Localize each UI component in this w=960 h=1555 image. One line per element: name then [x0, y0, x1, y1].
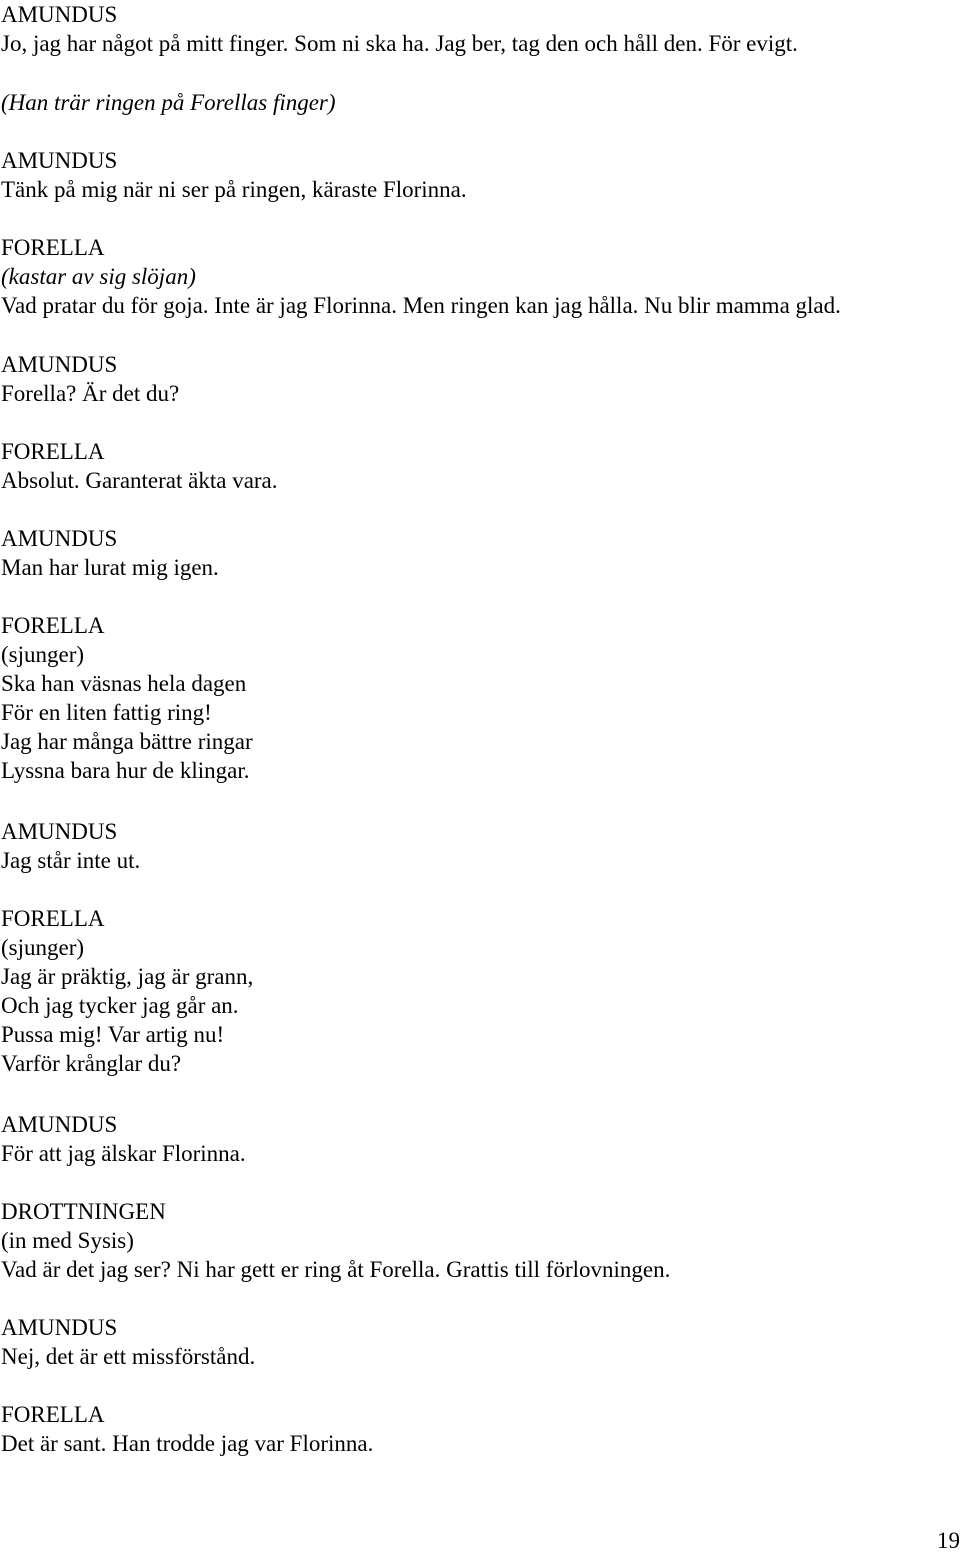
stage-direction: (Han trär ringen på Forellas finger) [1, 90, 336, 115]
dialogue-line: Jag har många bättre ringar [1, 729, 253, 754]
speaker-name: DROTTNINGEN [1, 1199, 166, 1224]
dialogue-line: Vad pratar du för goja. Inte är jag Florinna. Men ringen kan jag hålla. Nu blir mamma glad. [1, 293, 841, 318]
script-block [1, 817, 951, 875]
speaker-name: FORELLA [1, 613, 105, 638]
script-block [1, 524, 951, 582]
dialogue-line: Pussa mig! Var artig nu! [1, 1022, 225, 1047]
script-block [1, 1197, 951, 1284]
dialogue-line: Och jag tycker jag går an. [1, 993, 239, 1018]
script-block [1, 88, 951, 117]
speaker-name: AMUNDUS [1, 1315, 118, 1340]
script-block [1, 437, 951, 495]
script-block [1, 146, 951, 204]
dialogue-line: Vad är det jag ser? Ni har gett er ring åt Forella. Grattis till förlovningen. [1, 1257, 671, 1282]
dialogue-line: För att jag älskar Florinna. [1, 1141, 246, 1166]
script-block [1, 1313, 951, 1371]
script-block [1, 1110, 951, 1168]
dialogue-line: Ska han väsnas hela dagen [1, 671, 247, 696]
dialogue-line: Jag är präktig, jag är grann, [1, 964, 254, 989]
speaker-name: AMUNDUS [1, 2, 118, 27]
dialogue-line: (in med Sysis) [1, 1228, 134, 1253]
dialogue-line: Jag står inte ut. [1, 848, 141, 873]
speaker-name: AMUNDUS [1, 352, 118, 377]
dialogue-line: Lyssna bara hur de klingar. [1, 758, 250, 783]
speaker-name: AMUNDUS [1, 148, 118, 173]
script-block [1, 350, 951, 408]
dialogue-line: För en liten fattig ring! [1, 700, 212, 725]
dialogue-line: Nej, det är ett missförstånd. [1, 1344, 256, 1369]
speaker-name: FORELLA [1, 235, 105, 260]
speaker-name: AMUNDUS [1, 1112, 118, 1137]
dialogue-line: (sjunger) [1, 935, 85, 960]
dialogue-line: Det är sant. Han trodde jag var Florinna. [1, 1431, 374, 1456]
dialogue-line: Man har lurat mig igen. [1, 555, 219, 580]
script-block [1, 904, 951, 1078]
dialogue-line: Tänk på mig när ni ser på ringen, käraste Florinna. [1, 177, 467, 202]
script-block [1, 611, 951, 785]
dialogue-line: (sjunger) [1, 642, 85, 667]
page-number: 19 [937, 1528, 960, 1553]
speaker-name: FORELLA [1, 906, 105, 931]
script-block [1, 0, 951, 58]
script-block [1, 1400, 951, 1458]
speaker-name: FORELLA [1, 439, 105, 464]
dialogue-line: Absolut. Garanterat äkta vara. [1, 468, 278, 493]
stage-direction: (kastar av sig slöjan) [1, 264, 196, 289]
speaker-name: AMUNDUS [1, 819, 118, 844]
speaker-name: AMUNDUS [1, 526, 118, 551]
dialogue-line: Forella? Är det du? [1, 381, 180, 406]
dialogue-line: Varför krånglar du? [1, 1051, 182, 1076]
dialogue-line: Jo, jag har något på mitt finger. Som ni ska ha. Jag ber, tag den och håll den. För evigt. [1, 31, 798, 56]
script-block [1, 233, 951, 320]
speaker-name: FORELLA [1, 1402, 105, 1427]
